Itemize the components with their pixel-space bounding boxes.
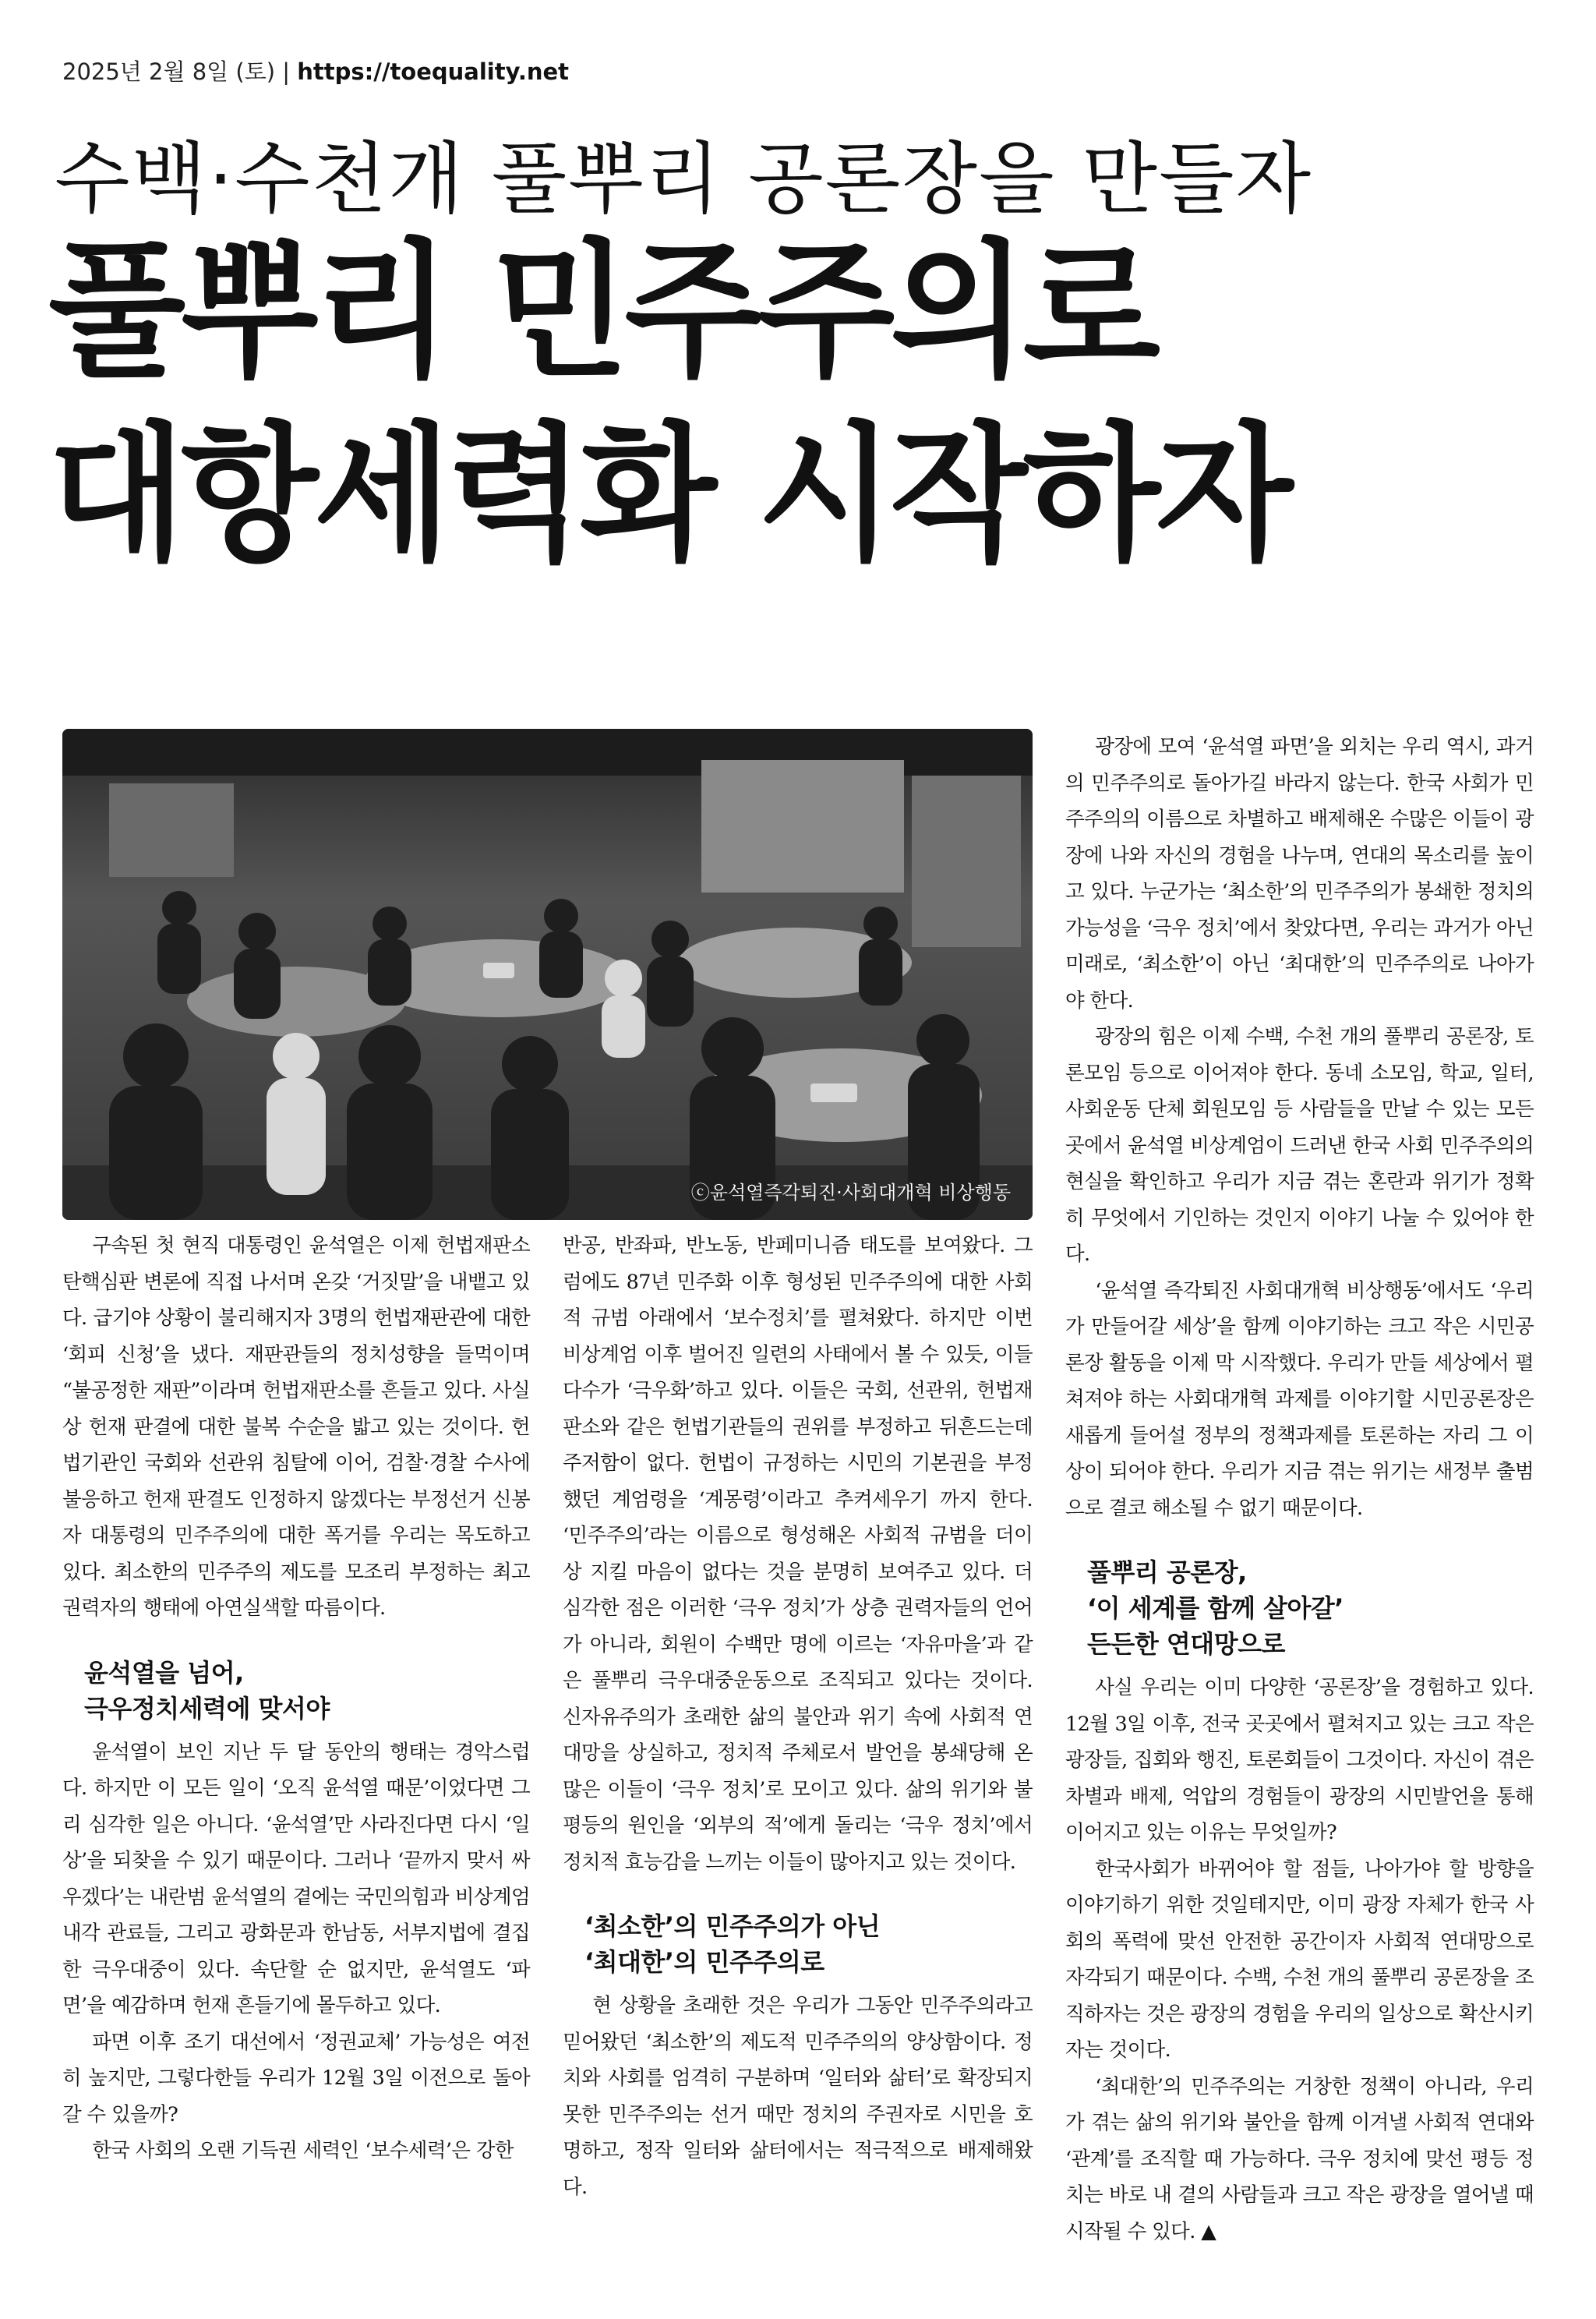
paragraph: 한국사회가 바뀌어야 할 점들, 나아가야 할 방향을 이야기하기 위한 것일테지만, 이미 광장 자체가 한국 사회의 폭력에 맞선 안전한 공간이자 사회적 연대망으로 자각되기 때문이다. 수백, 수천 개의 풀뿌리 공론장을 조직하자는 것은 광장의 경험을 우리의 일상으로 확산시키자는 것이다. [1065,1857,1534,2062]
dateline-separator: | [282,58,291,85]
paragraph: 윤석열이 보인 지난 두 달 동안의 행태는 경악스럽다. 하지만 이 모든 일이 ‘오직 윤석열 때문’이었다면 그리 심각한 일은 아니다. ‘윤석열’만 사라진다면 다시 ‘일상’을 되찾을 수 있기 때문이다. 그러나 ‘끝까지 맞서 싸우겠다’는 내란범 윤석열의 곁에는 국민의힘과 비상계엄 내각 관료들, 그리고 광화문과 한남동, 서부지법에 결집한 극우대중이 있다. 속단할 순 없지만, 윤석열도 ‘파면’을 예감하며 헌재 흔들기에 몰두하고 있다. [62,1740,530,2017]
paragraph: 한국 사회의 오랜 기득권 세력인 ‘보수세력’은 강한 [92,2139,514,2162]
article-column-1 [62,1228,530,2169]
subheading-2: ‘최소한’의 민주주의가 아닌 ‘최대한’의 민주주의로 [584,1911,881,1977]
article-photo [62,729,1033,1220]
paragraph: 반공, 반좌파, 반노동, 반페미니즘 태도를 보여왔다. 그럼에도 87년 민주화 이후 형성된 민주주의에 대한 사회적 규범 아래에서 ‘보수정치’를 펼쳐왔다. 하지만 이번 비상계엄 이후 벌어진 일련의 사태에서 볼 수 있듯, 이들 다수가 ‘극우화’하고 있다. 이들은 국회, 선관위, 헌법재판소와 같은 헌법기관들의 권위를 부정하고 뒤흔드는데 주저함이 없다. 헌법이 규정하는 시민의 기본권을 부정했던 계엄령을 ‘계몽령’이라고 추켜세우기 까지 한다. ‘민주주의’라는 이름으로 형성해온 사회적 규범을 더이상 지킬 마음이 없다는 것을 분명히 보여주고 있다. 더 심각한 점은 이러한 ‘극우 정치’가 상층 권력자들의 언어가 아니라, 회원이 수백만 명에 이르는 ‘자유마을’과 같은 풀뿌리 극우대중운동으로 조직되고 있다는 것이다. 신자유주의가 초래한 삶의 불안과 위기 속에 사회적 연대망을 상실하고, 정치적 주체로서 발언을 봉쇄당해 온 많은 이들이 ‘극우 정치’로 모이고 있다. 삶의 위기와 불평등의 원인을 ‘외부의 적’에게 돌리는 ‘극우 정치’에서 정치적 효능감을 느끼는 이들이 많아지고 있는 것이다. [563,1234,1033,1874]
dateline [62,55,569,87]
paragraph: 사실 우리는 이미 다양한 ‘공론장’을 경험하고 있다. 12월 3일 이후, 전국 곳곳에서 펼쳐지고 있는 크고 작은 광장들, 집회와 행진, 토론회들이 그것이다. 자신이 겪은 차별과 배제, 억압의 경험들이 광장의 시민발언을 통해 이어지고 있는 이유는 무엇일까? [1065,1676,1534,1844]
paragraph: ‘윤석열 즉각퇴진 사회대개혁 비상행동’에서도 ‘우리가 만들어갈 세상’을 함께 이야기하는 크고 작은 시민공론장 활동을 이제 막 시작했다. 우리가 만들 세상에서 펼쳐져야 하는 사회대개혁 과제를 이야기할 시민공론장은 새롭게 들어설 정부의 정책과제를 토론하는 자리 그 이상이 되어야 한다. 우리가 지금 겪는 위기는 새정부 출범으로 결코 해소될 수 없기 때문이다. [1065,1278,1534,1520]
subheading-1: 윤석열을 넘어, 극우정치세력에 맞서야 [84,1657,330,1723]
article-column-3 [1065,729,1534,2250]
subheading-3: 풀뿌리 공론장, ‘이 세계를 함께 살아갈’ 든든한 연대망으로 [1087,1557,1344,1659]
photo-credit: ⓒ윤석열즉각퇴진·사회대개혁 비상행동 [690,1182,1011,1204]
issue-date: 2025년 2월 8일 (토) [62,58,276,85]
site-url[interactable]: https://toequality.net [297,58,570,85]
photo-scene [62,729,1033,1220]
headline-kicker: 수백·수천개 풀뿌리 공론장을 만들자 [55,133,1313,224]
paragraph: 광장의 힘은 이제 수백, 수천 개의 풀뿌리 공론장, 토론모임 등으로 이어져야 한다. 동네 소모임, 학교, 일터, 사회운동 단체 회원모임 등 사람들을 만날 수 있는 모든 곳에서 윤석열 비상계엄이 드러낸 한국 사회 민주주의의 현실을 확인하고 우리가 지금 겪는 혼란과 위기가 정확히 무엇에서 기인하는 것인지 이야기 나눌 수 있어야 한다. [1065,1025,1534,1266]
paragraph: 광장에 모여 ‘윤석열 파면’을 외치는 우리 역시, 과거의 민주주의로 돌아가길 바라지 않는다. 한국 사회가 민주주의의 이름으로 차별하고 배제해온 수많은 이들이 광장에 나와 자신의 경험을 나누며, 연대의 목소리를 높이고 있다. 누군가는 ‘최소한’의 민주주의가 봉쇄한 정치의 가능성을 ‘극우 정치’에서 찾았다면, 우리는 과거가 아닌 미래로, ‘최소한’이 아닌 ‘최대한’의 민주주의로 나아가야 한다. [1065,735,1534,1013]
paragraph: 구속된 첫 현직 대통령인 윤석열은 이제 헌법재판소 탄핵심판 변론에 직접 나서며 온갖 ‘거짓말’을 내뱉고 있다. 급기야 상황이 불리해지자 3명의 헌법재판관에 대한 ‘회피 신청’을 냈다. 재판관들의 정치성향을 들먹이며 “불공정한 재판”이라며 헌법재판소를 흔들고 있다. 사실상 헌재 판결에 대한 불복 수순을 밟고 있는 것이다. 헌법기관인 국회와 선관위 침탈에 이어, 검찰·경찰 수사에 불응하고 헌재 판결도 인정하지 않겠다는 부정선거 신봉자 대통령의 민주주의에 대한 폭거를 우리는 목도하고 있다. 최소한의 민주주의 제도를 모조리 부정하는 최고권력자의 행태에 아연실색할 따름이다. [62,1234,530,1620]
paragraph: ‘최대한’의 민주주의는 거창한 정책이 아니라, 우리가 겪는 삶의 위기와 불안을 함께 이겨낼 사회적 연대와 ‘관계’를 조직할 때 가능하다. 극우 정치에 맞선 평등 정치는 바로 내 곁의 사람들과 크고 작은 광장을 열어낼 때 시작될 수 있다. ▲ [1065,2074,1534,2243]
headline-line-2: 대항세력화 시작하자 [48,408,1289,581]
headline-line-1: 풀뿌리 민주주의로 [48,225,1156,398]
article-column-2 [563,1228,1033,2205]
paragraph: 현 상황을 초래한 것은 우리가 그동안 민주주의라고 믿어왔던 ‘최소한’의 제도적 민주주의의 양상함이다. 정치와 사회를 엄격히 구분하며 ‘일터와 삶터’로 확장되지 못한 민주주의는 선거 때만 정치의 주권자로 시민을 호명하고, 정작 일터와 삶터에서는 적극적으로 배제해왔다. [563,1994,1033,2199]
paragraph: 파면 이후 조기 대선에서 ‘정권교체’ 가능성은 여전히 높지만, 그렇다한들 우리가 12월 3일 이전으로 돌아갈 수 있을까? [62,2030,530,2126]
